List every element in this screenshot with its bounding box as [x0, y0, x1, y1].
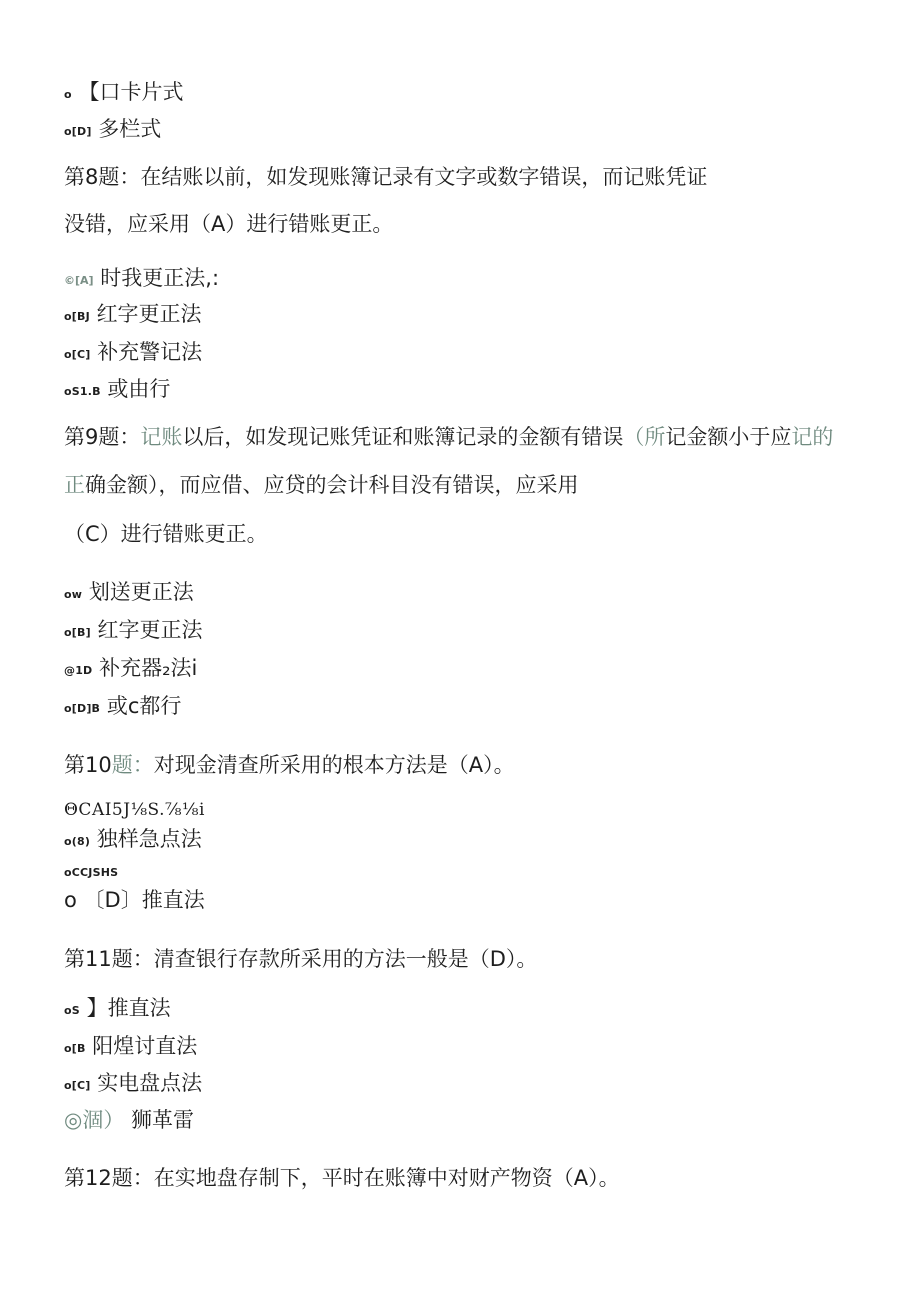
option-b	[64, 300, 202, 331]
option-marker: o[C]	[64, 1079, 91, 1092]
question-11	[64, 945, 537, 973]
option-text: 独样急点法	[96, 827, 202, 851]
option-marker: o[D]	[64, 125, 92, 138]
question-12	[64, 1164, 620, 1192]
question-text: 以后，如发现记账凭证和账簿记录的金额有错误	[182, 425, 624, 449]
option-text: 狮革雷	[131, 1108, 195, 1132]
option-text: 实电盘点法	[97, 1071, 203, 1095]
question-text: 对现金清查所采用的根本方法是（A）。	[153, 753, 515, 777]
option-d	[64, 886, 205, 914]
option-marker: ow	[64, 588, 83, 601]
question-9-line-3	[64, 520, 268, 548]
option-c	[64, 78, 183, 109]
question-number: 第9题：	[64, 425, 141, 449]
option-text: 或c都行	[106, 694, 182, 718]
question-text: 确金额），而应借、应贷的会计科目没有错误，应采用	[85, 473, 579, 497]
option-marker: ©[A]	[64, 274, 94, 287]
question-text: 在结账以前，如发现账簿记录有文字或数字错误，而记账凭证	[140, 165, 708, 189]
question-number: 题：	[111, 753, 154, 777]
option-text: 红字更正法	[96, 302, 202, 326]
option-b	[64, 616, 202, 647]
question-10	[64, 751, 515, 779]
option-a	[64, 796, 205, 824]
option-text: 或由行	[107, 377, 171, 401]
question-number: 第12题：	[64, 1166, 154, 1190]
option-marker: o	[64, 888, 77, 912]
option-a	[64, 264, 219, 295]
option-marker: o[BJ	[64, 310, 90, 323]
question-text: （C）进行错账更正。	[64, 522, 268, 546]
option-b	[64, 825, 202, 856]
question-number: 第11题：	[64, 947, 154, 971]
option-text: 划送更正法	[88, 580, 194, 604]
option-text: 〔D〕推直法	[83, 888, 205, 912]
question-text: 在实地盘存制下，平时在账簿中对财产物资（A）。	[153, 1166, 620, 1190]
option-text: 补充器₂法i	[99, 656, 198, 680]
option-text: 阳煌讨直法	[92, 1034, 198, 1058]
option-a	[64, 578, 194, 609]
option-d	[64, 1106, 194, 1134]
question-number: 第8题：	[64, 165, 141, 189]
option-text: 补充警记法	[97, 340, 203, 364]
question-text: 没错，应采用（A）进行错账更正。	[64, 212, 394, 236]
option-text: 多栏式	[98, 117, 162, 141]
option-text: 】推直法	[86, 996, 171, 1020]
question-8-line-2	[64, 210, 393, 238]
question-text: （所	[623, 425, 666, 449]
question-text: 记的	[791, 425, 834, 449]
option-text: 时我更正法,:	[100, 266, 220, 290]
question-text: 正	[64, 473, 85, 497]
option-d	[64, 375, 170, 406]
option-marker: oCCJSHS	[64, 866, 119, 879]
option-text: 【口卡片式	[78, 80, 184, 104]
question-text: 清查银行存款所采用的方法一般是（D）。	[153, 947, 538, 971]
option-marker: @1D	[64, 664, 93, 677]
option-marker: o[D]B	[64, 702, 101, 715]
question-9-line-1	[64, 423, 833, 451]
option-d	[64, 115, 161, 146]
option-marker: ◎涸）	[64, 1108, 125, 1132]
option-a	[64, 994, 171, 1025]
option-marker: o[B]	[64, 626, 91, 639]
question-8-line-1	[64, 163, 707, 191]
option-marker: o[B	[64, 1042, 86, 1055]
option-marker: oS1.B	[64, 385, 101, 398]
option-c	[64, 654, 197, 685]
option-c	[64, 856, 118, 887]
option-marker: o(8)	[64, 835, 91, 848]
option-c	[64, 1069, 202, 1100]
question-9-line-2	[64, 471, 579, 499]
option-marker: o	[64, 88, 72, 101]
option-c	[64, 338, 202, 369]
option-text: 红字更正法	[97, 618, 203, 642]
option-text: ΘCAI5J⅛S.⅞⅛i	[64, 800, 205, 820]
option-b	[64, 1032, 197, 1063]
question-text: 记账	[140, 425, 183, 449]
option-d	[64, 692, 181, 723]
option-marker: o[C]	[64, 348, 91, 361]
question-number: 第10	[64, 753, 112, 777]
option-marker: oS	[64, 1004, 80, 1017]
question-text: 记金额小于应	[665, 425, 792, 449]
